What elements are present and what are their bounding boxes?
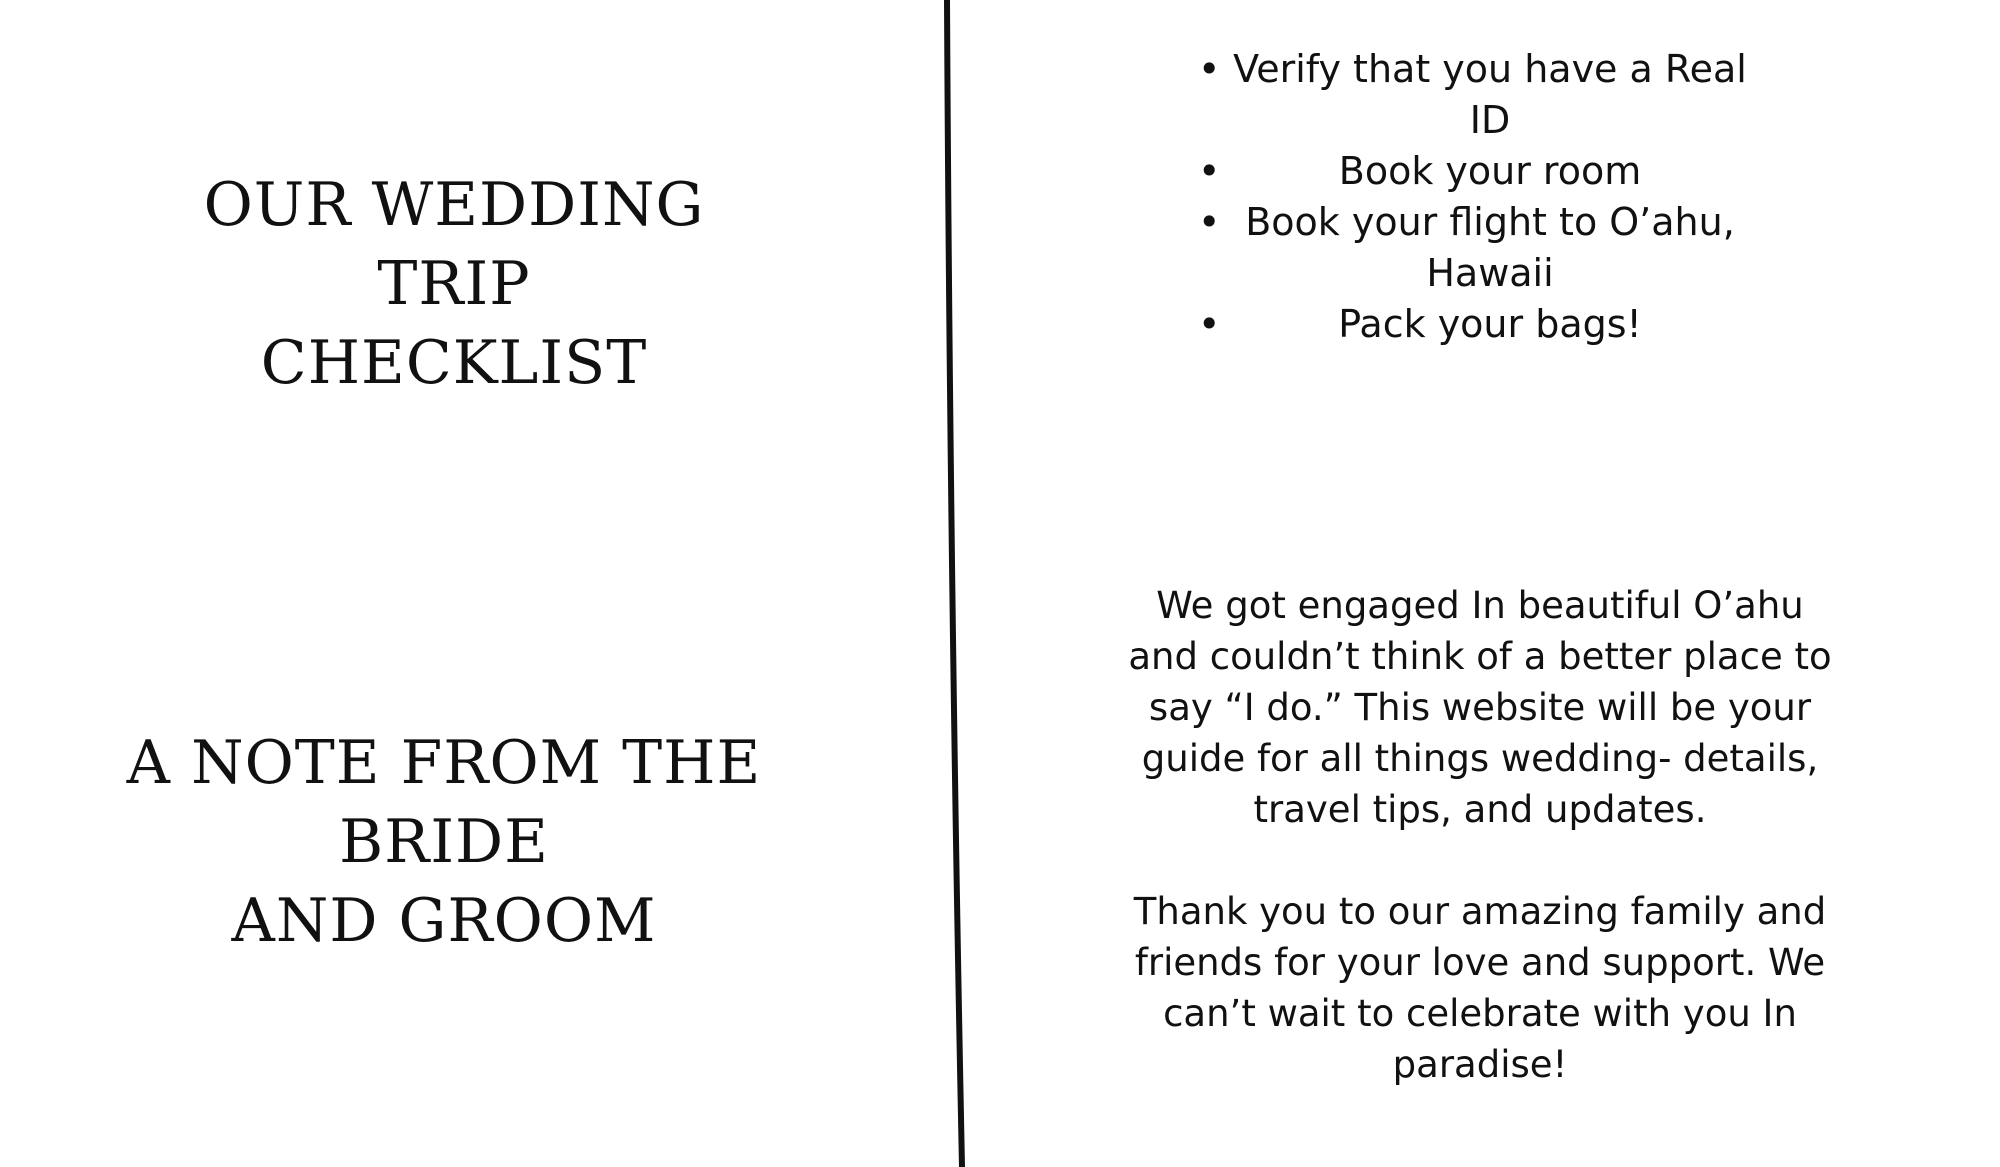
checklist-item-text: Book your room	[1338, 149, 1642, 193]
bullet-icon: •	[1198, 47, 1221, 91]
checklist-heading: OUR WEDDING TRIP CHECKLIST	[203, 170, 705, 398]
bullet-icon: •	[1198, 200, 1221, 244]
checklist-item	[1160, 146, 1800, 197]
checklist-item	[1160, 299, 1800, 350]
note-paragraph: We got engaged In beautiful O’ahu and couldn’t think of a better place to say “I do.” This website will be your guide for all things wedding- details, travel tips, and updates.	[1128, 584, 1832, 831]
wedding-trip-checklist	[1160, 44, 1800, 350]
checklist-item-text: Book your flight to O’ahu, Hawaii	[1245, 200, 1735, 295]
note-from-couple	[1120, 580, 1840, 1141]
bullet-icon: •	[1198, 149, 1221, 193]
checklist-item-text: Verify that you have a Real ID	[1233, 47, 1747, 142]
checklist-item	[1160, 197, 1800, 299]
note-paragraph: Thank you to our amazing family and friends for your love and support. We can’t wait to celebrate with you In paradise!	[1133, 890, 1827, 1086]
note-heading: A NOTE FROM THE BRIDE AND GROOM	[126, 728, 762, 956]
checklist-item	[1160, 44, 1800, 146]
checklist-item-text: Pack your bags!	[1338, 302, 1642, 346]
bullet-icon: •	[1198, 302, 1221, 346]
